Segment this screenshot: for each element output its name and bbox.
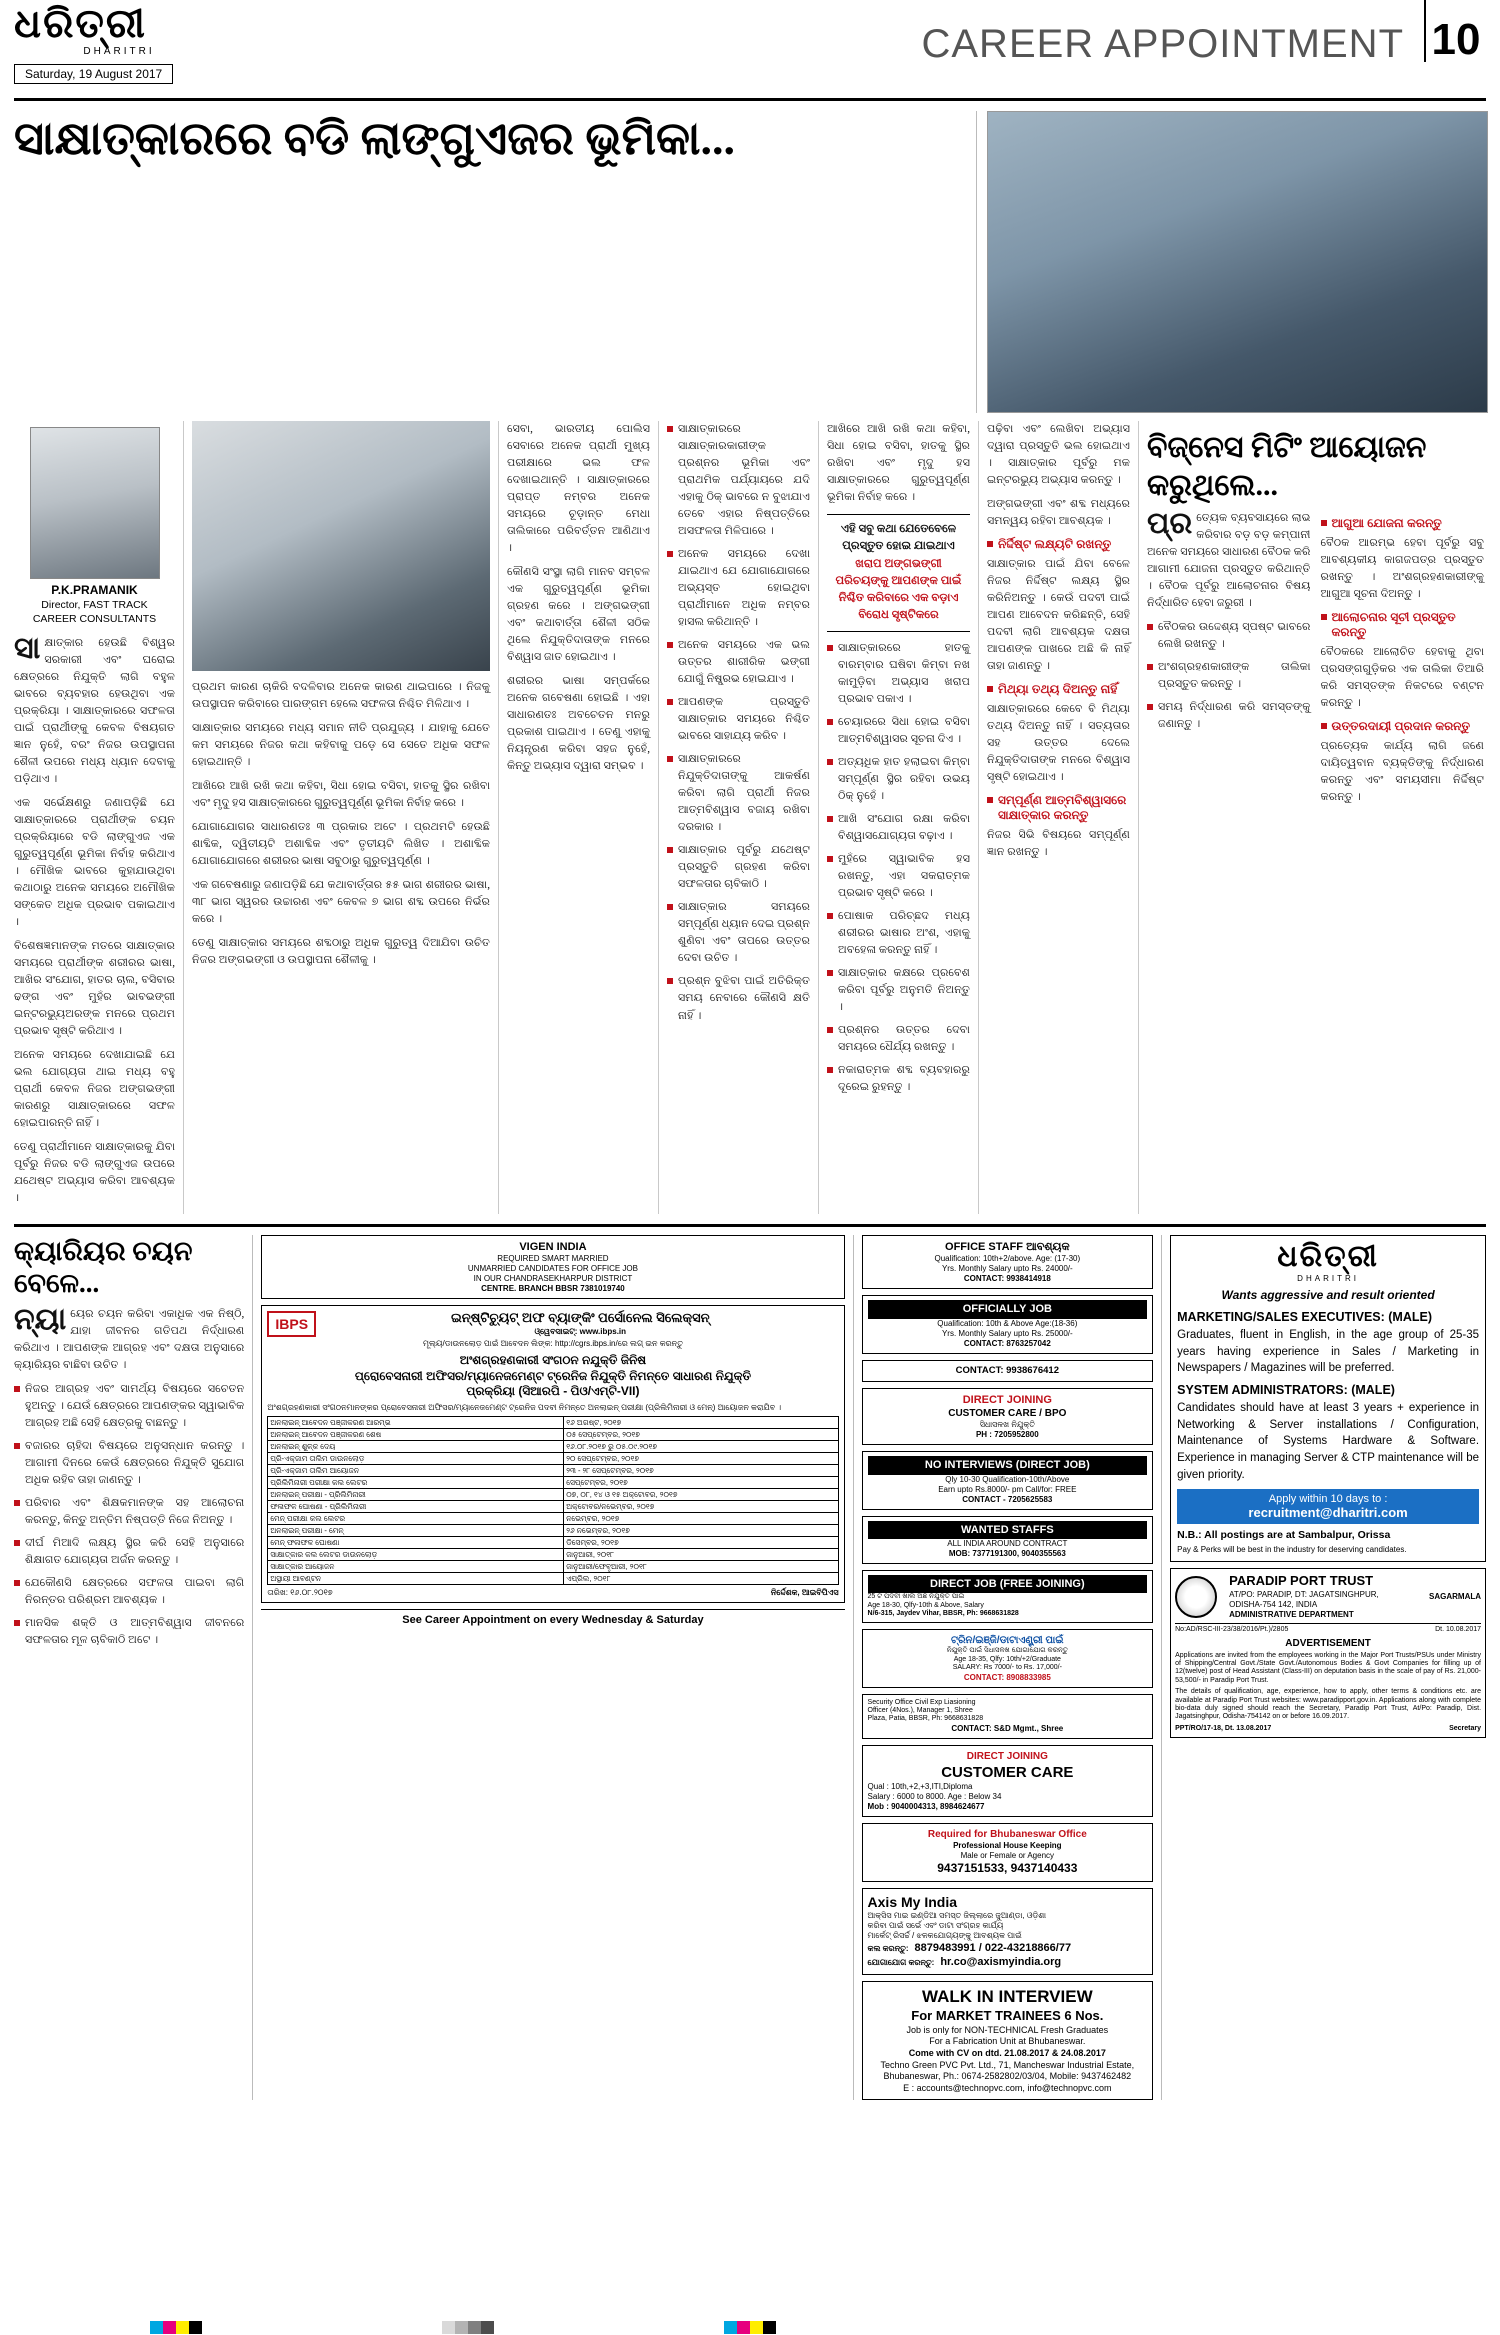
job-title-sysadmin: SYSTEM ADMINISTRATORS: (MALE) [1177,1383,1395,1398]
ibps-table-intro: ଅଂଶଗ୍ରହଣକାରୀ ସଂଗଠନମାନଙ୍କର ପ୍ରୋବେସନାରୀ ଅଫିସର/ମ୍ୟାନେଜମେଣ୍ଟ ଟ୍ରେନିଜ ପଦବୀ ନିମନ୍ତେ ଅନଲାଇନ୍ ପରୀକ୍ଷା (ପ୍ରିଲିମିନାରୀ ଓ ମେନ୍) ଆୟୋଜନ କରାଯିବ । [267,1403,782,1412]
headline-left [14,111,977,413]
masthead-logo-english: DHARITRI [83,46,155,57]
article-col6-text4 [987,827,1130,861]
table-row [268,1417,838,1429]
ad-contact: CONTACT: S&D Mgmt., Shree [951,1723,1064,1733]
business-meeting-photo [987,111,1488,413]
ibps-schedule-table [267,1416,838,1585]
job-desc-marketing: Graduates, fluent in English, in the age group of 25-35 years having experience in Sales / Marketing in Newspapers / Magazines will be preferred. [1177,1329,1480,1375]
business-col-a [1147,507,1311,813]
article-col5-lead [827,421,970,506]
ad-header: DIRECT JOINING [966,1750,1048,1762]
swatch-cyan-2 [724,2321,737,2334]
ppt-signature: Secretary [1449,1724,1482,1732]
cell-value: ୧୬.୦୮.୨୦୧୭ ରୁ ୦୫.୦୯.୨୦୧୭ [564,1441,838,1453]
paragraph: ସାକ୍ଷାତ୍କାରରେ କେବେ ବି ମିଥ୍ୟା ତଥ୍ୟ ଦିଅନ୍ତୁ ନାହିଁ । ସତ୍ୟତାର ସହ ଉତ୍ତର ଦେଲେ ନିଯୁକ୍ତିଦାତାଙ୍କ ମନରେ ବିଶ୍ୱାସ ସୃଷ୍ଟି ହୋଇଥାଏ । [987,703,1130,784]
cell-label: ସାକ୍ଷାତ୍କାର କଲ ଲେଟର ଡାଉନଲୋଡ଼ [268,1549,564,1561]
ad-line: MOB: 7377191300, 9040355563 [948,1548,1066,1558]
subhead-red: ସମ୍ପୂର୍ଣ୍ଣ ଆତ୍ମବିଶ୍ୱାସରେ ସାକ୍ଷାତ୍କାର କରନ୍ତୁ [987,793,1130,823]
ad-line: Age 18-35, Qlfy: 10th/+2/Graduate [953,1655,1061,1663]
ad-title: DIRECT JOINING [962,1393,1052,1406]
page-number: 10 [1424,0,1486,62]
bullet-item: ବୈଠକର ଉଦ୍ଦେଶ୍ୟ ସ୍ପଷ୍ଟ ଭାବରେ ଲେଖି ରଖନ୍ତୁ । [1147,619,1311,653]
ad-title: ଟ୍ରିନ/ଇଞ୍ଜି/ଡାଟାଏଣ୍ଟ୍ରୀ ପାଇଁ [951,1635,1064,1647]
job-desc-sysadmin: Candidates should have at least 3 years + experience in Networking & Server installations / Configuration, Maintenance of Systems Hardware & Software. Experience in managing Server & CTP maintenance will be given priority. [1177,1402,1480,1481]
cell-label: ପ୍ରି-ଏକ୍ଜାମ ତାଲିମ ଆୟୋଜନ [268,1465,564,1477]
walkin-line-3: For a Fabrication Unit at Bhubaneswar. [929,2036,1086,2047]
port-trust-seal-icon [1175,1576,1217,1618]
ad-line: CONTACT: 8763257042 [963,1338,1051,1348]
bullet-item: ଚେୟାରରେ ସିଧା ହୋଇ ବସିବା ଆତ୍ମବିଶ୍ୱାସର ସୂଚନା ଦିଏ । [827,714,970,748]
paragraph: ସେବା, ଭାରତୀୟ ପୋଲିସ ସେବାରେ ଅନେକ ପ୍ରାର୍ଥୀ ମୁଖ୍ୟ ପରୀକ୍ଷାରେ ଭଲ ଫଳ ଦେଖାଇଥାନ୍ତି । ସାକ୍ଷାତ୍କାରରେ ପ୍ରାପ୍ତ ନମ୍ବର ଅନେକ ସମୟରେ ଚୂଡ଼ାନ୍ତ ମେଧା ତାଲିକାରେ ପରିବର୍ତ୍ତନ ଆଣିଥାଏ । [507,423,650,555]
ad-line: N/6-315, Jaydev Vihar, BBSR, Ph: 9668631828 [867,1609,1019,1617]
bullet-item: ସମୟ ନିର୍ଦ୍ଧାରଣ କରି ସମସ୍ତଙ୍କୁ ଜଣାନ୍ତୁ । [1147,699,1311,733]
grey-step-4 [481,2321,494,2334]
ad-bhubaneswar-office[interactable] [862,1823,1154,1882]
apply-email[interactable]: recruitment@dharitri.com [1248,1505,1408,1521]
table-row [268,1453,838,1465]
ibps-title-odia: ଇନ୍ଷ୍ଟିଚ୍ୟୁଟ୍ ଅଫ ବ୍ୟାଙ୍କିଂ ପର୍ସୋନେଲ ସିଲେକ୍ସନ୍ [450,1310,710,1326]
paragraph: ଅଙ୍ଗଭଙ୍ଗୀ ଏବଂ ଶବ୍ଦ ମଧ୍ୟରେ ସମନ୍ୱୟ ରହିବା ଆବଶ୍ୟକ । [987,498,1130,528]
cell-value: ଜାନୁଆରୀ, ୨୦୧୮ [564,1549,838,1561]
ibps-headline-3: ପ୍ରକ୍ରିୟା (ସିଆରପି - ପିଓ/ଏମ୍ଟି-VII) [466,1384,640,1399]
cell-value: ୨୬ ନଭେମ୍ବର, ୨୦୧୭ [564,1525,838,1537]
ad-phone[interactable]: 8879483991 / 022-43218866/77 [914,1941,1072,1954]
paragraph: ସାକ୍ଷାତ୍କାର ପାଇଁ ଯିବା ବେଳେ ନିଜର ନିର୍ଦ୍ଦିଷ୍ଟ ଲକ୍ଷ୍ୟ ସ୍ଥିର କରିନିଅନ୍ତୁ । କେଉଁ ପଦବୀ ପାଇଁ ଆପଣ ଆବେଦନ କରିଛନ୍ତି, ସେହି ପଦବୀ ଲାଗି ଆବଶ୍ୟକ ଦକ୍ଷତା ଆପଣଙ୍କ ପାଖରେ ଅଛି କି ନାହିଁ ତାହା ଜାଣନ୍ତୁ । [987,558,1130,673]
walkin-title: WALK IN INTERVIEW [922,1986,1093,2006]
ad-line: ମାର୍କେଟ୍ ରିସର୍ଚ୍ଚ / ଝଳକଯୋଗ୍ୟଙ୍କୁ ଆବଶ୍ୟକ ପାଇଁ [867,1930,1022,1940]
ad-line: UNMARRIED CANDIDATES FOR OFFICE JOB [467,1264,638,1274]
ppt-name: PARADIP PORT TRUST [1229,1573,1374,1589]
ad-perks-note: Pay & Perks will be best in the industry for deserving candidates. [1177,1545,1407,1555]
ad-phone-label: କଲ କରନ୍ତୁ: [867,1943,909,1953]
bullet-item: ସାକ୍ଷାତ୍କାରରେ ସାକ୍ଷାତ୍କାରକାରୀଙ୍କ ପ୍ରଶ୍ନର ଭୂମିକା ଏବଂ ପ୍ରାଥମିକ ପର୍ଯ୍ୟାୟରେ ଯଦି ଏହାକୁ ଠିକ୍ ଭାବରେ ନ ବୁଝାଯାଏ ତେବେ ଏହାର ନିଷ୍ପତ୍ତିରେ ଅସଫଳତା ମିଳିପାରେ । [667,421,810,540]
ad-axis-my-india[interactable] [862,1888,1154,1975]
headline-row [14,111,1486,413]
classified-column-ibps [253,1235,853,2100]
ad-line: REQUIRED SMART MARRIED [497,1254,609,1264]
bullet-item: ପୋଷାକ ପରିଚ୍ଛଦ ମଧ୍ୟ ଶରୀରର ଭାଷାର ଅଂଶ, ଏହାକୁ ଅବହେଳା କରନ୍ତୁ ନାହିଁ । [827,908,970,959]
bullet-item: ନକାରାତ୍ମକ ଶବ୍ଦ ବ୍ୟବହାରରୁ ଦୂରେଇ ରୁହନ୍ତୁ । [827,1062,970,1096]
swatch-black-2 [763,2321,776,2334]
business-text-0 [1321,535,1485,603]
ad-ibps[interactable] [261,1305,844,1603]
table-row [268,1573,838,1585]
table-row [268,1525,838,1537]
bullet-item: ଅତ୍ୟଧିକ ହାତ ହଲାଇବା କିମ୍ବା ସମ୍ପୂର୍ଣ୍ଣ ସ୍ଥିର ରହିବା ଉଭୟ ଠିକ୍ ନୁହେଁ । [827,754,970,805]
paragraph: ପଢ଼ିବା ଏବଂ ଲେଖିବା ଅଭ୍ୟାସ ଦ୍ୱାରା ପ୍ରସ୍ତୁତି ଭଲ ହୋଇଥାଏ । ସାକ୍ଷାତ୍କାର ପୂର୍ବରୁ ମକ ଇନ୍ଟରଭ୍ୟୁ ଅଭ୍ୟାସ କରନ୍ତୁ । [987,423,1130,487]
ad-brand: Axis My India [867,1893,957,1910]
author-role-1: Director, FAST TRACK [41,599,148,612]
ibps-website[interactable]: ଓ୍ୱେବସାଇଟ୍: www.ibps.in [534,1327,627,1337]
ad-line: Plaza, Patia, BBSR, Ph: 9668631828 [867,1715,984,1723]
business-intro [1147,507,1311,612]
bullet-item: ସାକ୍ଷାତ୍କାର କକ୍ଷରେ ପ୍ରବେଶ କରିବା ପୂର୍ବରୁ ଅନୁମତି ନିଅନ୍ତୁ । [827,965,970,1016]
swatch-yellow [176,2321,189,2334]
paragraph: ଆଖିରେ ଆଖି ରଖି କଥା କହିବା, ସିଧା ହୋଇ ବସିବା, ହାତକୁ ସ୍ଥିର ରଖିବା ଏବଂ ମୃଦୁ ହସ ସାକ୍ଷାତ୍କାରରେ ଗୁରୁତ୍ୱପୂର୍ଣ୍ଣ ଭୂମିକା ନିର୍ବାହ କରେ । [827,423,970,504]
ad-no-interviews[interactable] [862,1451,1154,1509]
walkin-line-1: For MARKET TRAINEES 6 Nos. [911,2007,1104,2023]
table-row [268,1429,838,1441]
ad-line: Earn upto Rs.8000/- pm Call/for: FREE [938,1484,1077,1494]
walkin-line-2: Job is only for NON-TECHNICAL Fresh Graduates [906,2024,1109,2035]
ad-line: Qualification: 10th+2/above. Age: (17-30) [934,1254,1081,1264]
bullet-item: ଆଖି ସଂଯୋଗ ରକ୍ଷା କରିବା ବିଶ୍ୱାସଯୋଗ୍ୟତା ବଢ଼ାଏ । [827,811,970,845]
bullet-item: ଆପଣଙ୍କ ପ୍ରସ୍ତୁତି ସାକ୍ଷାତ୍କାର ସମୟରେ ନିଶ୍ଚିତ ଭାବରେ ସାହାଯ୍ୟ କରିବ । [667,694,810,745]
paragraph: ନ୍ୟାୟେର ଚୟନ କରିବା ଏକାଧିକ ଏକ ନିଷ୍ଠି, ଯାହା ଜୀବନର ଗତିପଥ ନିର୍ଦ୍ଧାରଣ କରିଥାଏ । ଆପଣଙ୍କ ଆଗ୍ରହ ଏବଂ ଦକ୍ଷତା ଅନୁସାରେ କ୍ୟାରିୟର ବାଛିବା ଉଚିତ । [14,1302,245,1371]
ad-title: WANTED STAFFS [868,1521,1148,1539]
ad-line: Age 18-30, Qlfy-10th & Above, Salary [867,1601,984,1609]
cell-label: ଅନଲାଇନ୍ ଆବେଦନ ପଞ୍ଜୀକରଣ ଶେଷ [268,1429,564,1441]
ad-title: NO INTERVIEWS (DIRECT JOB) [868,1456,1148,1474]
paragraph: ବୈଠକରେ ଆଲୋଚିତ ହେବାକୁ ଥିବା ପ୍ରସଙ୍ଗଗୁଡ଼ିକର ଏକ ତାଲିକା ତିଆରି କରି ସମସ୍ତଙ୍କ ନିକଟରେ ବଣ୍ଟନ କରନ୍ତୁ । [1320,646,1484,710]
author-caption [14,582,175,627]
article-column-2 [184,421,499,1214]
ad-dharitri-recruitment[interactable] [1170,1235,1486,1562]
cell-label: ଅସ୍ଥାୟୀ ଆବଣ୍ଟନ [268,1573,564,1585]
table-row [268,1549,838,1561]
ad-title: CUSTOMER CARE [941,1763,1074,1781]
ad-customer-care[interactable] [862,1745,1154,1818]
bullet-item: ପ୍ରଶ୍ନ ବୁଝିବା ପାଇଁ ଅତିରିକ୍ତ ସମୟ ନେବାରେ କୌଣସି କ୍ଷତି ନାହିଁ । [667,973,810,1024]
apply-label: Apply within 10 days to : [1268,1493,1388,1506]
cell-label: ପ୍ରିଲିମିନାରୀ ପରୀକ୍ଷା କଲ ଲେଟର [268,1477,564,1489]
ad-wanted-staffs[interactable] [862,1516,1154,1564]
dharitri-ad-tagline: Wants aggressive and result oriented [1221,1288,1435,1303]
apply-bar[interactable] [1177,1489,1479,1524]
ad-mail[interactable]: hr.co@axismyindia.org [940,1956,1062,1969]
paragraph: ବିଶେଷଜ୍ଞମାନଙ୍କ ମତରେ ସାକ୍ଷାତ୍କାର ସମୟରେ ପ୍ରାର୍ଥୀଙ୍କ ଶରୀରର ଭାଷା, ଆଖିର ସଂଯୋଗ, ହାତର ଚାଲ, ବସିବାର ଢଙ୍ଗ ଏବଂ ମୁହଁର ଭାବଭଙ୍ଗୀ ଇନ୍ଟରଭ୍ୟୁଅରଙ୍କ ମନରେ ପ୍ରଥମ ପ୍ରଭାବ ସୃଷ୍ଟି କରିଥାଏ । [14,939,175,1037]
bullet-item: ପରିବାର ଏବଂ ଶିକ୍ଷକମାନଙ୍କ ସହ ଆଲୋଚନା କରନ୍ତୁ, କିନ୍ତୁ ଅନ୍ତିମ ନିଷ୍ପତ୍ତି ନିଜେ ନିଅନ୍ତୁ । [14,1495,244,1529]
paragraph: ବୈଠକ ଆରମ୍ଭ ହେବା ପୂର୍ବରୁ ସବୁ ଆବଶ୍ୟକୀୟ କାଗଜପତ୍ର ପ୍ରସ୍ତୁତ ରଖନ୍ତୁ । ଅଂଶଗ୍ରହଣକାରୀଙ୍କୁ ଆଗୁଆ ସୂଚନା ଦିଅନ୍ତୁ । [1320,537,1484,601]
ad-line: ସିଧାସଳଖ ନିଯୁକ୍ତି [979,1420,1035,1430]
ad-line: Qual : 10th,+2,+3,ITI,Diploma [867,1782,973,1792]
ad-mail-label: ଯୋଗାଯୋଗ କରନ୍ତୁ: [867,1958,935,1968]
ad-line: SALARY: Rs 7000/- to Rs. 17,000/- [952,1664,1062,1672]
paragraph: ନିଜର ସିଭି ବିଷୟରେ ସମ୍ପୂର୍ଣ୍ଣ ଜ୍ଞାନ ରଖନ୍ତୁ । [987,829,1130,859]
ibps-headline-1: ଅଂଶଗ୍ରହଣକାରୀ ସଂଗଠନ ନଯୁକ୍ତି ଜିନିଷ [459,1353,647,1368]
ad-line: ନିଯୁକ୍ତି ପାଇଁ ସିଧାସଳଖ ଯୋଗାଯୋଗ କରନ୍ତୁ [946,1647,1068,1655]
ad-line: Mob : 9040004313, 8984624677 [867,1802,985,1812]
bullet-item: ନିଜର ଆଗ୍ରହ ଏବଂ ସାମର୍ଥ୍ୟ ବିଷୟରେ ସଚେତନ ହୁଅନ୍ତୁ । ଯେଉଁ କ୍ଷେତ୍ରରେ ଆପଣଙ୍କର ସ୍ୱାଭାବିକ ଆଗ୍ରହ ଅଛି ସେହି କ୍ଷେତ୍ରକୁ ବାଛନ୍ତୁ । [14,1381,244,1432]
ad-nb-note: N.B.: All postings are at Sambalpur, Orissa [1177,1529,1391,1542]
cell-value: ୦୭, ୦୮, ୧୪ ଓ ୧୫ ଅକ୍ଟୋବର, ୨୦୧୭ [564,1489,838,1501]
ad-tech-entry[interactable] [862,1629,1154,1687]
cell-value: ନଭେମ୍ବର, ୨୦୧୭ [564,1513,838,1525]
bullet-item: ମାନସିକ ଶକ୍ତି ଓ ଆତ୍ମବିଶ୍ୱାସ ଜୀବନରେ ସଫଳତାର ମୂଳ ଚାବିକାଠି ଅଟେ । [14,1615,244,1649]
cell-label: ସାକ୍ଷାତ୍କାର ଆୟୋଜନ [268,1561,564,1573]
ibps-logo: IBPS [267,1311,316,1337]
ad-direct-joining[interactable] [862,1388,1154,1445]
paragraph: ସାକ୍ଷାତ୍କାର ହେଉଛି ବିଶ୍ୱର ସରକାରୀ ଏବଂ ଘରୋଇ କ୍ଷେତ୍ରରେ ନିଯୁକ୍ତି ଲାଗି ବହୁଳ ଭାବରେ ବ୍ୟବହାର ହେଉଥିବା ଏକ ପ୍ରକ୍ରିୟା । ସାକ୍ଷାତ୍କାରରେ ସଫଳତା ପାଇଁ ପ୍ରାର୍ଥୀଙ୍କୁ କେବଳ ବିଷୟଗତ ଜ୍ଞାନ ନୁହେଁ, ବରଂ ନିଜର ଉପସ୍ଥାପନା ଶୈଳୀ ଉପରେ ମଧ୍ୟ ଧ୍ୟାନ ଦେବାକୁ ପଡ଼ିଥାଏ । [14,631,175,785]
cell-label: ପ୍ରି-ଏକ୍ଜାମ ତାଲିମ ଡାଉନଲୋଡ଼ [268,1453,564,1465]
article-col2-text [192,679,490,969]
subhead-red: ମିଥ୍ୟା ତଥ୍ୟ ଦିଅନ୍ତୁ ନାହିଁ [987,682,1130,697]
cell-value: ଡିସେମ୍ବର, ୨୦୧୭ [564,1537,838,1549]
ad-line: CENTRE. BRANCH BBSR 7381019740 [481,1284,625,1294]
ad-officially-job[interactable] [862,1295,1154,1353]
ad-title: OFFICE STAFF ଆବଶ୍ୟକ [945,1241,1070,1254]
cell-label: ଅନଲାଇନ୍ ଶୁଳ୍କ ଦେୟ [268,1441,564,1453]
swatch-magenta [163,2321,176,2334]
bullet-item: ସାକ୍ଷାତ୍କାର ସମୟରେ ସମ୍ପୂର୍ଣ୍ଣ ଧ୍ୟାନ ଦେଇ ପ୍ରଶ୍ନ ଶୁଣିବା ଏବଂ ତାପରେ ଉତ୍ତର ଦେବା ଉଚିତ । [667,899,810,967]
cell-label: ମେନ୍ ପରୀକ୍ଷା କଲ ଲେଟର [268,1513,564,1525]
paragraph: ପ୍ରତ୍ୟେକ ବ୍ୟବସାୟରେ ଲାଭ କରିବାର ବଡ଼ ବଡ଼ କମ୍ପାନୀ ଅନେକ ସମୟରେ ସାଧାରଣ ବୈଠକ କରି ଆଗାମୀ ଯୋଜନା ପ୍ରସ୍ତୁତ କରିଥାନ୍ତି । ବୈଠକ ପୂର୍ବରୁ ଆଲୋଚନାର ବିଷୟ ନିର୍ଦ୍ଧାରିତ ହେବା ଜରୁରୀ । [1147,507,1311,610]
article-col4-bullets [667,421,810,1025]
article-column-3 [499,421,659,1214]
article-col5-bullets [827,640,970,1096]
headline-right-photo [977,111,1486,413]
ppt-body-1: Applications are invited from the employees working in the Major Port Trusts/PSUs under Ministry of Shipping/Central Govt./State Govt./Autonomous Bodies & Govt Companies for filling up of 12(twelve) post of Head Assistant (Class-III) on deputation basis in the scale of pay of Rs. 21,000-53,500/- in Paradip Port Trust. [1175,1651,1482,1684]
bullet-item: ଅଂଶଗ୍ରହଣକାରୀଙ୍କ ତାଲିକା ପ୍ରସ୍ତୁତ କରନ୍ତୁ । [1147,659,1311,693]
business-text-2 [1321,738,1485,806]
business-meeting-article [1139,421,1484,1214]
recruitment-ads-column [1162,1235,1486,2100]
walkin-line-6: Bhubaneswar, Ph.: 0674-2582802/03/04, Mobile: 9437462482 [883,2071,1132,2082]
table-row [268,1489,838,1501]
bullet-item: ଯେକୌଣସି କ୍ଷେତ୍ରରେ ସଫଳତା ପାଇବା ଲାଗି ନିରନ୍ତର ପରିଶ୍ରମ ଆବଶ୍ୟକ । [14,1575,244,1609]
ppt-address: AT/PO: PARADIP, DT: JAGATSINGHPUR, [1229,1590,1379,1600]
business-bullets [1147,619,1311,733]
subhead-red: ଆଲୋଚନାର ସୂଚୀ ପ୍ରସ୍ତୁତ କରନ୍ତୁ [1321,610,1485,640]
bullet-item: ସାକ୍ଷାତ୍କାରରେ ନିଯୁକ୍ତିଦାତାଙ୍କୁ ଆକର୍ଷଣ କରିବା ଲାଗି ପ୍ରାର୍ଥୀ ନିଜର ଆତ୍ମବିଶ୍ୱାସ ବଜାୟ ରଖିବା ଦରକାର । [667,751,810,836]
ad-line: CONTACT - 7205625583 [962,1494,1053,1504]
subhead-red: ଆଗୁଆ ଯୋଜନା କରନ୍ତୁ [1321,516,1485,531]
table-row [268,1441,838,1453]
ad-line: 9437151533, 9437140433 [937,1861,1078,1876]
article-col1-text [14,631,175,1208]
ad-line: Qualification: 10th & Above Age:(18-36) [937,1318,1078,1328]
bullet-item: ସାକ୍ଷାତ୍କାର ପୂର୍ବରୁ ଯଥେଷ୍ଟ ପ୍ରସ୍ତୁତି ଗ୍ରହଣ କରିବା ସଫଳତାର ଚାବିକାଠି । [667,842,810,893]
ad-contact-top[interactable]: CONTACT: 9938676412 [862,1360,1154,1382]
cell-value: ଅକ୍ଟୋବର/ନଭେମ୍ବର, ୨୦୧୭ [564,1501,838,1513]
ad-line: Officer (4Nos.), Manager 1, Shree [867,1706,973,1714]
table-row [268,1513,838,1525]
walkin-line-5: Techno Green PVC Pvt. Ltd., 71, Mancheswar Industrial Estate, [880,2059,1135,2070]
ad-paradip-port-trust[interactable] [1170,1568,1486,1738]
table-row [268,1465,838,1477]
ad-line: PH : 7205952800 [975,1430,1039,1440]
author-role-2: CAREER CONSULTANTS [32,613,157,626]
ad-office-staff[interactable] [862,1235,1154,1289]
ppt-ref-no: No:AD/RSC-III-23/38/2016/Pt.)/2805 [1175,1626,1289,1634]
ad-line: CONTACT: 9938414918 [963,1274,1051,1284]
cell-value: ୨୦ ସେପ୍ଟେମ୍ବର, ୨୦୧୭ [564,1453,838,1465]
print-registration-bar [0,2319,1500,2335]
ppt-department: ADMINISTRATIVE DEPARTMENT [1229,1610,1354,1620]
cell-value: ସେପ୍ଟେମ୍ବର, ୨୦୧୭ [564,1477,838,1489]
swatch-magenta-2 [737,2321,750,2334]
table-row [268,1561,838,1573]
business-col-b [1321,510,1485,813]
cell-label: ଫଳାଫଳ ଘୋଷଣା - ପ୍ରିଲିମିନାରୀ [268,1501,564,1513]
ibps-headline-2: ପ୍ରୋବେସନାରୀ ଅଫିସର/ମ୍ୟାନେଜମେଣ୍ଟ ଟ୍ରେନିଜ ନିଯୁକ୍ତି ନିମନ୍ତେ ସାଧାରଣ ନିଯୁକ୍ତି [354,1368,752,1383]
paragraph: ଅନେକ ସମୟରେ ଦେଖାଯାଇଛି ଯେ ଭଲ ଯୋଗ୍ୟତା ଥାଇ ମଧ୍ୟ ବହୁ ପ୍ରାର୍ଥୀ କେବଳ ନିଜର ଅଙ୍ଗଭଙ୍ଗୀ କାରଣରୁ ସାକ୍ଷାତ୍କାରରେ ସଫଳ ହୋଇପାରନ୍ତି ନାହିଁ । [14,1048,175,1129]
lead-headline: ସାକ୍ଷାତ୍କାରରେ ବଡି ଲାଙ୍ଗୁଏଜର ଭୂମିକା... [14,113,736,164]
ibps-apply-link[interactable]: ମୂଲ୍ୟ/ଡାଉନଲୋଡ଼ ପାଇଁ ଆବେଦନ ଲିଙ୍କ: http://cgrs.ibps.in/ରେ ଲଗ୍ ଇନ କରନ୍ତୁ [422,1339,683,1349]
interview-photo [192,421,490,671]
paragraph: ଏକ ସର୍ଭେକ୍ଷଣରୁ ଜଣାପଡ଼ିଛି ଯେ ସାକ୍ଷାତ୍କାରରେ ପ୍ରାର୍ଥୀଙ୍କ ଚୟନ ପ୍ରକ୍ରିୟାରେ ବଡି ଲାଙ୍ଗୁଏଜ ଏକ ଗୁରୁତ୍ୱପୂର୍ଣ୍ଣ ଭୂମିକା ନିର୍ବାହ କରିଥାଏ । ମୌଖିକ ଭାବରେ କୁହାଯାଉଥିବା କଥାଠାରୁ ଅନେକ ସମୟରେ ଅମୌଖିକ ସଙ୍କେତ ଅଧିକ ପ୍ରଭାବ ପକାଇଥାଏ । [14,796,175,928]
ad-title: DIRECT JOB (FREE JOINING) [868,1575,1148,1593]
ibps-footer-signature: ନିର୍ଦ୍ଦେଶକ, ଆଇବିପିଏସ [770,1588,839,1597]
bullet-item: ଅନେକ ସମୟରେ ଦେଖା ଯାଇଥାଏ ଯେ ଯୋଗାଯୋଗରେ ଅଭ୍ୟସ୍ତ ହୋଇଥିବା ପ୍ରାର୍ଥୀମାନେ ଅଧିକ ନମ୍ବର ହାସଲ କରିଥାନ୍ତି । [667,546,810,631]
cell-value: ୨୩ - ୨୮ ସେପ୍ଟେମ୍ବର, ୨୦୧୭ [564,1465,838,1477]
ad-direct-job-free[interactable] [862,1570,1154,1623]
ppt-address-2: ODISHA-754 142, INDIA [1229,1600,1318,1610]
paragraph: ତେଣୁ ପ୍ରାର୍ଥୀମାନେ ସାକ୍ଷାତ୍କାରକୁ ଯିବା ପୂର୍ବରୁ ନିଜର ବଡି ଲାଙ୍ଗୁଏଜ ଉପରେ ଯଥେଷ୍ଟ ଅଭ୍ୟାସ କରିବା ଆବଶ୍ୟକ । [14,1140,175,1205]
business-text-1 [1321,644,1485,712]
lead-article-body [14,421,1486,1214]
ad-title: Required for Bhubaneswar Office [927,1829,1087,1841]
ad-line: ଆକ୍ସିସ ମାଇ ଇଣ୍ଡିଆ ସମସ୍ତ ଜିଲ୍ଲାରେ ଜୁଆଣ୍ଡା, ଓଡ଼ିଶା [867,1910,1047,1920]
paragraph: ପ୍ରତ୍ୟେକ କାର୍ଯ୍ୟ ଲାଗି ଜଣେ ଦାୟିତ୍ୱବାନ ବ୍ୟକ୍ତିଙ୍କୁ ନିର୍ଦ୍ଧାରଣ କରନ୍ତୁ ଏବଂ ସମୟସୀମା ନିର୍ଦ୍ଦିଷ୍ଟ କରନ୍ତୁ । [1320,740,1484,804]
author-name: P.K.PRAMANIK [51,583,138,597]
career-section-title: କ୍ୟାରିୟର ଚୟନ ବେଳେ... [14,1236,193,1299]
article-col6-text2 [987,556,1130,675]
subhead-red: ଉତ୍ତରଦାୟୀ ପ୍ରଦାନ କରନ୍ତୁ [1321,719,1485,734]
masthead-date: Saturday, 19 August 2017 [14,64,173,84]
ibps-footer-date: ତାରିଖ: ୧୬.୦୮.୨୦୧୭ [267,1588,333,1597]
ppt-date: Dt. 10.08.2017 [1435,1626,1482,1634]
cell-label: ଅନଲାଇନ୍ ଆବେଦନ ପଞ୍ଜୀକରଣ ଆରମ୍ଭ [268,1417,564,1429]
business-meeting-headline: ବିଜ୍ନେସ ମିଟିଂ ଆୟୋଜନ କରୁଥିଲେ... [1147,431,1427,502]
lower-section [14,1224,1486,2100]
article-column-6 [979,421,1139,1214]
ad-line: Male or Female or Agency [960,1851,1055,1861]
ad-subtitle: CUSTOMER CARE / BPO [948,1408,1067,1420]
grey-step-3 [468,2321,481,2334]
pull-quote [827,514,970,632]
grey-step-1 [442,2321,455,2334]
ad-line: 25 ଟି ପଦବୀ ଖାଲି ଅଛି ନିଯୁକ୍ତି ପାଇଁ [867,1593,965,1601]
paragraph: ଆଖିରେ ଆଖି ରଖି କଥା କହିବା, ସିଧା ହୋଇ ବସିବା, ହାତକୁ ସ୍ଥିର ରଖିବା ଏବଂ ମୃଦୁ ହସ ସାକ୍ଷାତ୍କାରରେ ଗୁରୁତ୍ୱପୂର୍ଣ୍ଣ ଭୂମିକା ନିର୍ବାହ କରେ । [192,780,490,810]
article-col6-text3 [987,701,1130,786]
ad-title: VIGEN INDIA [519,1241,587,1254]
paragraph: ତେଣୁ ସାକ୍ଷାତ୍କାର ସମୟରେ ଶବ୍ଦଠାରୁ ଅଧିକ ଗୁରୁତ୍ୱ ଦିଆଯିବା ଉଚିତ ନିଜର ଅଙ୍ଗଭଙ୍ଗୀ ଓ ଉପସ୍ଥାପନା ଶୈଳୀକୁ । [192,937,490,967]
ad-line: Salary : 6000 to 8000. Age : Below 34 [867,1792,1002,1802]
bullet-item: ସାକ୍ଷାତ୍କାରରେ ହାତକୁ ବାରମ୍ବାର ଘଷିବା କିମ୍ବା ନଖ କାମୁଡ଼ିବା ଅଭ୍ୟାସ ଖରାପ ପ୍ରଭାବ ପକାଏ । [827,640,970,708]
ad-vigen-india[interactable] [261,1235,844,1299]
bullet-item: ମୁହଁରେ ସ୍ୱାଭାବିକ ହସ ରଖନ୍ତୁ, ଏହା ସକରାତ୍ମକ ପ୍ରଭାବ ସୃଷ୍ଟି କରେ । [827,851,970,902]
career-intro [14,1302,245,1374]
ppt-body-2: The details of qualification, age, experience, how to apply, other terms & conditions etc. are available at Paradip Port Trust websites: www.paradipport.gov.in. Applications along with complete bio-data duly signed should reach the Secretary, Paradip Port Trust, At/Po: Paradip, Dist. Jagatsinghpur, Odisha-754142 on or before 16.09.2017. [1175,1688,1482,1721]
paragraph: ପ୍ରଥମ କାରଣ ଚାକିରି ବଦଳିବାର ଅନେକ କାରଣ ଥାଇପାରେ । ନିଜକୁ ଉପସ୍ଥାପନ କରିବାରେ ପାରଙ୍ଗମ ହେଲେ ସଫଳତା ନିଶ୍ଚିତ ମିଳିଥାଏ । [192,681,490,711]
bullet-item: ଅନେକ ସମୟରେ ଏକ ଭଲ ଉତ୍ତର ଶାରୀରିକ ଭଙ୍ଗୀ ଯୋଗୁଁ ନିଷ୍ପ୍ରଭ ହୋଇଯାଏ । [667,637,810,688]
ad-line: CONTACT: 8908833985 [963,1672,1051,1682]
color-swatches-right [724,2321,776,2334]
article-column-1 [14,421,184,1214]
masthead-logo-odia: ଧରିତ୍ରୀ [14,1,147,46]
cell-label: ଅନଲାଇନ୍ ପରୀକ୍ଷା - ପ୍ରିଲିମିନାରୀ [268,1489,564,1501]
table-row [268,1477,838,1489]
section-title [224,0,1424,67]
paragraph: କୌଣସି ସଂସ୍ଥା ଲାଗି ମାନବ ସମ୍ବଳ ଏକ ଗୁରୁତ୍ୱପୂର୍ଣ୍ଣ ଭୂମିକା ଗ୍ରହଣ କରେ । ଅଙ୍ଗଭଙ୍ଗୀ ଏବଂ କଥାବାର୍ତ୍ତା ଶୈଳୀ ସଠିକ ଥିଲେ ନିଯୁକ୍ତିଦାତାଙ୍କ ମନରେ ବିଶ୍ୱାସ ଜାତ ହୋଇଥାଏ । [507,566,650,664]
cell-value: ଏପ୍ରିଲ, ୨୦୧୮ [564,1573,838,1585]
ppt-footer-no: PPT/RO/17-18, Dt. 13.08.2017 [1175,1724,1272,1732]
pull-quote-highlight: ଖରାପ ଅଙ୍ଗଭଙ୍ଗୀ ପରିଚୟଙ୍କୁ ଆପଣଙ୍କ ପାଇଁ ନିଶ୍ଚିତ କରିବାରେ ଏକ ବଡ଼ାଏ ବିରୋଧ ସୃଷ୍ଟିକରେ [835,557,962,622]
article-column-4 [659,421,819,1214]
bullet-item: ଦୀର୍ଘ ମିଆଦି ଲକ୍ଷ୍ୟ ସ୍ଥିର କରି ସେହି ଅନୁସାରେ ଶିକ୍ଷାଗତ ଯୋଗ୍ୟତା ଅର୍ଜନ କରନ୍ତୁ । [14,1535,244,1569]
sagarmala-badge: SAGARMALA [1429,1591,1482,1601]
article-col6-text [987,421,1130,530]
ad-line: କରିବା ପାଇଁ ସର୍ଭେ ଏବଂ ଡାଟା ସଂଗ୍ରହ କାର୍ଯ୍ୟ [867,1920,1004,1930]
greyscale-steps [442,2321,494,2334]
ad-security-office[interactable] [862,1694,1154,1739]
ad-line: IN OUR CHANDRASEKHARPUR DISTRICT [473,1274,633,1284]
pull-quote-line1: ଏହି ସବୁ କଥା ଯେତେବେଳେ ପ୍ରସ୍ତୁତ ହୋଇ ଯାଇଥାଏ [840,523,957,553]
color-swatches-left [150,2321,202,2334]
job-title-marketing: MARKETING/SALES EXECUTIVES: (MALE) [1177,1310,1432,1325]
paragraph: ଶରୀରର ଭାଷା ସମ୍ପର୍କରେ ଅନେକ ଗବେଷଣା ହୋଇଛି । ଏହା ସାଧାରଣତଃ ଅବଚେତନ ମନରୁ ପ୍ରକାଶ ପାଇଥାଏ । ତେଣୁ ଏହାକୁ ନିୟନ୍ତ୍ରଣ କରିବା ସହଜ ନୁହେଁ, କିନ୍ତୁ ଅଭ୍ୟାସ ଦ୍ୱାରା ସମ୍ଭବ । [507,675,650,773]
grey-step-2 [455,2321,468,2334]
bullet-item: ବଜାରର ଚାହିଦା ବିଷୟରେ ଅନୁସନ୍ଧାନ କରନ୍ତୁ । ଆଗାମୀ ଦିନରେ କେଉଁ କ୍ଷେତ୍ରରେ ନିଯୁକ୍ତି ସୁଯୋଗ ଅଧିକ ରହିବ ତାହା ଜାଣନ୍ତୁ । [14,1438,244,1489]
table-row [268,1501,838,1513]
author-portrait [30,427,160,579]
ad-line: Professional House Keeping [953,1841,1062,1851]
swatch-black [189,2321,202,2334]
cell-value: ଜାନୁଆରୀ/ଫେବୃଆରୀ, ୨୦୧୮ [564,1561,838,1573]
swatch-cyan [150,2321,163,2334]
swatch-yellow-2 [750,2321,763,2334]
ad-line: Qly 10-30 Qualification-10th/Above [945,1474,1070,1484]
classified-column-small [854,1235,1163,2100]
ad-line: ALL INDIA AROUND CONTRACT [947,1538,1068,1548]
masthead-logo [14,0,224,84]
walkin-line-4: Come with CV on dtd. 21.08.2017 & 24.08.2017 [908,2047,1106,2058]
ad-line: Yrs. Monthly Salary upto Rs. 25000/- [941,1328,1073,1338]
masthead [14,0,1486,101]
article-column-5 [819,421,979,1214]
cell-label: ମେନ୍ ଫଳାଫଳ ଘୋଷଣା [268,1537,564,1549]
paragraph: ଯୋଗାଯୋଗର ସାଧାରଣତଃ ୩ ପ୍ରକାର ଅଟେ । ପ୍ରଥମଟି ହେଉଛି ଶାବ୍ଦିକ, ଦ୍ୱିତୀୟଟି ଅଶାବ୍ଦିକ ଏବଂ ତୃତୀୟଟି ଲିଖିତ । ଅଶାବ୍ଦିକ ଯୋଗାଯୋଗରେ ଶରୀରର ଭାଷା ସବୁଠାରୁ ଗୁରୁତ୍ୱପୂର୍ଣ୍ଣ । [192,821,490,868]
ppt-adv-title: ADVERTISEMENT [1285,1637,1371,1649]
ad-title: OFFICIALLY JOB [868,1300,1148,1318]
table-row [268,1537,838,1549]
walkin-line-7[interactable]: E : accounts@technopvc.com, info@technopvc.com [903,2082,1112,2093]
cell-value: ୦୫ ସେପ୍ଟେମ୍ବର, ୨୦୧୭ [564,1429,838,1441]
career-appointment-footer: See Career Appointment on every Wednesday & Saturday [261,1609,844,1626]
paragraph: ଏକ ଗବେଷଣାରୁ ଜଣାପଡ଼ିଛି ଯେ କଥାବାର୍ତ୍ତାର ୫୫ ଭାଗ ଶରୀରର ଭାଷା, ୩୮ ଭାଗ ସ୍ୱରର ଉଚ୍ଚାରଣ ଏବଂ କେବଳ ୭ ଭାଗ ଶବ୍ଦ ଉପରେ ନିର୍ଭର କରେ । [192,879,490,926]
ad-line: Security Office Civil Exp Liasioning [867,1698,976,1706]
cell-label: ଅନଲାଇନ୍ ପରୀକ୍ଷା - ମେନ୍ [268,1525,564,1537]
article-col3-text [507,421,650,775]
ad-walk-in-interview[interactable] [862,1981,1154,2100]
ad-line: Yrs. Monthly Salary upto Rs. 24000/- [941,1264,1073,1274]
paragraph: ସାକ୍ଷାତ୍କାର ସମୟରେ ମଧ୍ୟ ସମାନ ନୀତି ପ୍ରଯୁଜ୍ୟ । ଯାହାକୁ ଯେତେ କମ ସମୟରେ ନିଜର କଥା କହିବାକୁ ପଡ଼େ ସେ ସେତେ ଅଧିକ ସଫଳ ହୋଇଥାନ୍ତି । [192,722,490,769]
section-title-text: CAREER APPOINTMENT [921,22,1404,66]
career-selection-article [14,1235,253,2100]
cell-value: ୧୬ ଅଗଷ୍ଟ, ୨୦୧୭ [564,1417,838,1429]
bullet-item: ପ୍ରଶ୍ନର ଉତ୍ତର ଦେବା ସମୟରେ ଧୈର୍ଯ୍ୟ ରଖନ୍ତୁ । [827,1022,970,1056]
dharitri-ad-logo: ଧରିତ୍ରୀ [1277,1240,1379,1274]
dharitri-ad-logo-en: DHARITRI [1297,1274,1359,1284]
career-bullets [14,1381,244,1649]
subhead-red: ନିର୍ଦ୍ଦିଷ୍ଟ ଲକ୍ଷ୍ୟଟି ରଖନ୍ତୁ [987,537,1130,552]
